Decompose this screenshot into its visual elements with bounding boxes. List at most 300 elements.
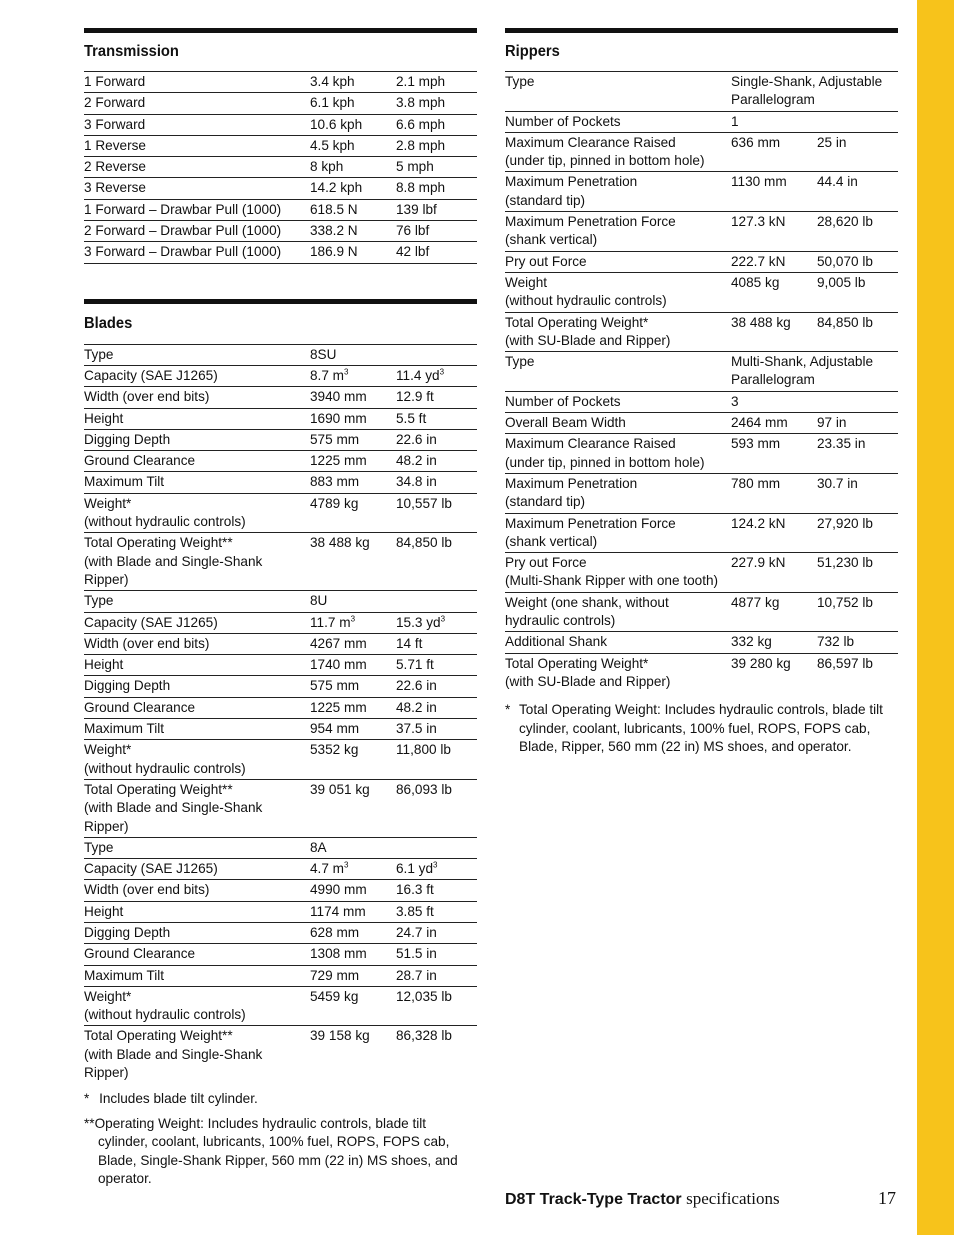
left-column xyxy=(84,28,477,1189)
footnote-text: Total Operating Weight: Includes hydraulic controls, blade tilt cylinder, coolant, lubricants, 100% fuel, ROPS, FOPS cab, Blade, Ripper, 560 mm (22 in) MS shoes, and operator. xyxy=(519,702,883,755)
spec-label-cell xyxy=(505,633,731,651)
spec-row xyxy=(84,430,477,451)
english-value: 22.6 in xyxy=(396,431,437,447)
spec-row xyxy=(84,366,477,387)
metric-value-cell xyxy=(310,924,396,942)
spec-label: Width (over end bits) xyxy=(84,882,210,898)
english-value-cell xyxy=(817,414,898,432)
spec-label-sub: (without hydraulic controls) xyxy=(84,1007,246,1023)
english-value: 30.7 in xyxy=(817,475,858,491)
metric-value-cell xyxy=(310,201,396,219)
spec-row xyxy=(84,944,477,965)
spec-row xyxy=(84,157,477,178)
metric-value-cell xyxy=(310,73,396,91)
metric-value: 1130 mm xyxy=(731,174,787,190)
spec-row xyxy=(84,345,477,366)
spec-label: 2 Forward xyxy=(84,95,146,111)
metric-value-cell xyxy=(310,94,396,112)
spec-label: Ground Clearance xyxy=(84,453,196,469)
metric-value: 8U xyxy=(310,593,328,609)
metric-value-cell xyxy=(731,414,817,432)
page-footer xyxy=(505,1186,898,1212)
english-value: 2.8 mph xyxy=(396,137,446,153)
spec-row xyxy=(84,740,477,780)
english-value: 23.35 in xyxy=(817,436,866,452)
spec-label: 2 Reverse xyxy=(84,159,146,175)
spec-label: Maximum Tilt xyxy=(84,721,165,737)
metric-value-cell xyxy=(731,475,817,512)
spec-value: Multi-Shank, Adjustable xyxy=(731,354,874,370)
spec-label: Type xyxy=(84,839,114,855)
footnote-text: Includes blade tilt cylinder. xyxy=(99,1091,258,1107)
metric-value: 3940 mm xyxy=(310,389,367,405)
metric-value: 14.2 kph xyxy=(310,180,363,196)
spec-label-cell xyxy=(84,860,310,878)
metric-value-cell xyxy=(310,473,396,491)
spec-label: Weight* xyxy=(84,988,132,1004)
metric-value: 10.6 kph xyxy=(310,116,363,132)
spec-row xyxy=(84,655,477,676)
spec-label: Maximum Tilt xyxy=(84,967,165,983)
spec-row xyxy=(84,115,477,136)
footnote-text-continued: cylinder, coolant, lubricants, 100% fuel, ROPS, FOPS cab, Blade, Single-Shank Ripper, 560 mm (22 in) MS shoes, and operator. xyxy=(98,1134,458,1187)
metric-value: 575 mm xyxy=(310,431,360,447)
spec-label-cell xyxy=(84,699,310,717)
english-value-cell xyxy=(396,346,477,364)
metric-value: 4.7 m xyxy=(310,861,344,877)
spec-label-sub: (without hydraulic controls) xyxy=(505,293,667,309)
english-value-cell xyxy=(396,116,477,134)
spec-row xyxy=(84,859,477,880)
spec-label-sub: (without hydraulic controls) xyxy=(84,514,246,530)
spec-row xyxy=(505,212,898,252)
metric-value: 628 mm xyxy=(310,924,360,940)
spec-row xyxy=(84,136,477,157)
spec-row xyxy=(84,634,477,655)
side-accent-bar xyxy=(917,0,954,1235)
metric-value-cell xyxy=(310,677,396,695)
english-value: 84,850 lb xyxy=(396,535,452,551)
metric-value: 338.2 N xyxy=(310,223,358,239)
metric-value: 222.7 kN xyxy=(731,253,786,269)
spec-row xyxy=(84,987,477,1027)
metric-value-cell xyxy=(731,633,817,651)
english-value: 10,752 lb xyxy=(817,594,873,610)
metric-value: 38 488 kg xyxy=(731,314,791,330)
spec-label-cell xyxy=(84,73,310,91)
spec-row xyxy=(84,93,477,114)
spec-row xyxy=(84,242,477,263)
spec-label: Total Operating Weight* xyxy=(505,314,649,330)
metric-value: 4877 kg xyxy=(731,594,780,610)
english-value-cell xyxy=(396,410,477,428)
english-value-cell xyxy=(396,495,477,532)
metric-value: 8.7 m xyxy=(310,367,344,383)
english-value: 11.4 yd xyxy=(396,367,440,383)
metric-value: 8 kph xyxy=(310,159,344,175)
spec-label-cell xyxy=(505,253,731,271)
metric-value-cell xyxy=(310,243,396,261)
spec-row xyxy=(84,880,477,901)
metric-value-cell xyxy=(310,945,396,963)
english-value: 3.85 ft xyxy=(396,903,434,919)
metric-unit-exponent: 3 xyxy=(344,367,349,377)
metric-value: 39 051 kg xyxy=(310,781,370,797)
spec-row xyxy=(505,252,898,273)
metric-value: 38 488 kg xyxy=(310,535,370,551)
footnote-text: Operating Weight: Includes hydraulic controls, blade tilt xyxy=(94,1115,427,1131)
spec-row xyxy=(505,514,898,554)
spec-label: Maximum Clearance Raised xyxy=(505,436,676,452)
spec-label: Type xyxy=(505,74,535,89)
spec-label: Capacity (SAE J1265) xyxy=(84,367,218,383)
metric-value-cell xyxy=(310,431,396,449)
english-value-cell xyxy=(396,903,477,921)
metric-value-cell xyxy=(310,452,396,470)
spec-value-sub: Parallelogram xyxy=(731,372,815,388)
english-value-cell xyxy=(817,655,898,692)
metric-value: 1174 mm xyxy=(310,903,366,919)
spec-label: Type xyxy=(84,346,114,362)
spec-row xyxy=(84,966,477,987)
spec-row xyxy=(505,553,898,593)
english-value-cell xyxy=(396,534,477,589)
spec-row xyxy=(505,273,898,313)
spec-label: Weight* xyxy=(84,742,132,758)
metric-value-cell xyxy=(310,988,396,1025)
english-value: 51,230 lb xyxy=(817,555,873,571)
spec-row xyxy=(84,178,477,199)
spec-label: 3 Reverse xyxy=(84,180,146,196)
metric-value-cell xyxy=(310,967,396,985)
english-unit-exponent: 3 xyxy=(440,614,446,623)
spec-row xyxy=(84,923,477,944)
spec-label: Total Operating Weight** xyxy=(84,535,233,551)
metric-value: 4267 mm xyxy=(310,635,367,651)
metric-value: 1690 mm xyxy=(310,410,367,426)
english-value: 27,920 lb xyxy=(817,515,873,531)
spec-label: Overall Beam Width xyxy=(505,415,626,431)
english-value: 9,005 lb xyxy=(817,274,866,290)
metric-value: 1225 mm xyxy=(310,453,367,469)
spec-row xyxy=(505,654,898,693)
spec-label: 1 Forward – Drawbar Pull (1000) xyxy=(84,201,282,217)
english-value: 86,597 lb xyxy=(817,655,873,671)
spec-label: Ground Clearance xyxy=(84,946,196,962)
rippers-title: Rippers xyxy=(505,43,560,60)
spec-label-cell xyxy=(84,720,310,738)
spec-label: Number of Pockets xyxy=(505,393,621,409)
metric-value-cell xyxy=(310,116,396,134)
spec-label-cell xyxy=(84,781,310,836)
metric-value: 3 xyxy=(731,393,739,409)
metric-value: 4.5 kph xyxy=(310,137,355,153)
metric-value: 124.2 kN xyxy=(731,515,786,531)
metric-value-cell xyxy=(310,1027,396,1082)
metric-value: 5352 kg xyxy=(310,742,359,758)
spec-row xyxy=(84,221,477,242)
spec-value-span xyxy=(731,73,898,110)
spec-row xyxy=(84,719,477,740)
english-value: 11,800 lb xyxy=(396,742,451,758)
spec-label: Weight* xyxy=(84,495,132,511)
english-value-cell xyxy=(396,473,477,491)
english-value-cell xyxy=(396,201,477,219)
metric-value-cell xyxy=(310,614,396,632)
footer-title xyxy=(505,1189,780,1209)
metric-value-cell xyxy=(731,113,817,131)
spec-label: Total Operating Weight* xyxy=(505,655,649,671)
spec-label-cell xyxy=(84,839,310,857)
metric-value-cell xyxy=(310,720,396,738)
spec-label-cell xyxy=(84,1027,310,1082)
metric-unit-exponent: 3 xyxy=(344,860,349,870)
spec-label-cell xyxy=(505,314,731,351)
spec-label: Type xyxy=(505,354,535,370)
spec-row xyxy=(505,313,898,353)
english-value-cell xyxy=(396,881,477,899)
english-value-cell xyxy=(396,781,477,836)
english-value: 76 lbf xyxy=(396,223,430,239)
english-value: 86,328 lb xyxy=(396,1028,452,1044)
footnote-mark: ** xyxy=(84,1115,95,1131)
spec-label: 3 Forward xyxy=(84,116,146,132)
footnote-mark: * xyxy=(84,1091,90,1107)
english-value-cell xyxy=(817,253,898,271)
rippers-note xyxy=(505,701,898,757)
page-number: 17 xyxy=(878,1188,896,1208)
english-value: 37.5 in xyxy=(396,721,437,737)
spec-row xyxy=(505,72,898,112)
metric-value: 780 mm xyxy=(731,475,781,491)
spec-label: Digging Depth xyxy=(84,678,171,694)
english-unit-exponent: 3 xyxy=(433,860,438,870)
blades-note-1 xyxy=(84,1090,477,1109)
english-value: 732 lb xyxy=(817,634,855,650)
metric-value-cell xyxy=(731,655,817,692)
spec-row xyxy=(84,698,477,719)
spec-row xyxy=(84,1026,477,1083)
english-value-cell xyxy=(396,635,477,653)
metric-value: 186.9 N xyxy=(310,244,358,260)
english-value-cell xyxy=(396,179,477,197)
metric-value: 39 158 kg xyxy=(310,1028,370,1044)
metric-value: 1740 mm xyxy=(310,657,367,673)
english-value: 50,070 lb xyxy=(817,253,873,269)
english-value: 6.6 mph xyxy=(396,116,446,132)
spec-label-cell xyxy=(505,435,731,472)
spec-label-cell xyxy=(505,655,731,692)
spec-label-sub: (with Blade and Single-Shank Ripper) xyxy=(84,553,263,587)
metric-value: 3.4 kph xyxy=(310,74,355,89)
spec-label-cell xyxy=(84,741,310,778)
metric-value-cell xyxy=(310,158,396,176)
spec-label-cell xyxy=(505,515,731,552)
spec-label-cell xyxy=(84,243,310,261)
english-value-cell xyxy=(396,222,477,240)
english-unit-exponent: 3 xyxy=(439,367,445,377)
metric-value: 39 280 kg xyxy=(731,655,791,671)
english-value-cell xyxy=(396,967,477,985)
spec-label-cell xyxy=(84,201,310,219)
spec-label-sub: hydraulic controls) xyxy=(505,613,616,629)
spec-label-cell xyxy=(505,414,731,432)
spec-label: Total Operating Weight** xyxy=(84,1028,233,1044)
spec-row xyxy=(84,387,477,408)
english-value: 28,620 lb xyxy=(817,214,873,230)
spec-label-cell xyxy=(84,592,310,610)
english-value: 12.9 ft xyxy=(396,389,434,405)
blades-table xyxy=(84,344,477,1084)
metric-value: 127.3 kN xyxy=(731,214,786,230)
english-value: 44.4 in xyxy=(817,174,858,190)
metric-value: 575 mm xyxy=(310,678,360,694)
spec-label-cell xyxy=(84,903,310,921)
english-value: 5 mph xyxy=(396,159,434,175)
metric-value-cell xyxy=(310,410,396,428)
rippers-table xyxy=(505,71,898,692)
english-value: 10,557 lb xyxy=(396,495,452,511)
spec-label: 1 Forward xyxy=(84,74,146,89)
spec-label-sub: (under tip, pinned in bottom hole) xyxy=(505,454,705,470)
metric-value: 227.9 kN xyxy=(731,555,786,571)
metric-value-cell xyxy=(731,393,817,411)
metric-unit-exponent: 3 xyxy=(350,614,356,623)
metric-value-cell xyxy=(310,495,396,532)
spec-label-cell xyxy=(84,388,310,406)
metric-value: 1308 mm xyxy=(310,946,367,962)
english-value-cell xyxy=(817,134,898,171)
english-value-cell xyxy=(396,1027,477,1082)
english-value-cell xyxy=(396,720,477,738)
metric-value-cell xyxy=(731,213,817,250)
spec-label: Pry out Force xyxy=(505,555,587,571)
english-value-cell xyxy=(817,554,898,591)
spec-label: Digging Depth xyxy=(84,924,171,940)
english-value-cell xyxy=(817,173,898,210)
spec-row xyxy=(84,838,477,859)
spec-label-cell xyxy=(84,431,310,449)
english-value-cell xyxy=(396,656,477,674)
spec-row xyxy=(505,434,898,474)
spec-label-cell xyxy=(505,274,731,311)
english-value-cell xyxy=(817,633,898,651)
english-value-cell xyxy=(396,741,477,778)
spec-label-cell xyxy=(84,967,310,985)
spec-label-cell xyxy=(84,473,310,491)
spec-label-sub: (standard tip) xyxy=(505,494,586,510)
english-value-cell xyxy=(396,839,477,857)
english-value-cell xyxy=(817,435,898,472)
spec-label-sub: (without hydraulic controls) xyxy=(84,760,246,776)
english-value: 34.8 in xyxy=(396,474,437,490)
english-value: 84,850 lb xyxy=(817,314,873,330)
spec-label: Maximum Penetration Force xyxy=(505,515,676,531)
spec-label-cell xyxy=(84,635,310,653)
spec-label: Height xyxy=(84,657,124,673)
english-value-cell xyxy=(396,699,477,717)
spec-label: Width (over end bits) xyxy=(84,389,210,405)
metric-value: 4085 kg xyxy=(731,274,780,290)
metric-value: 618.5 N xyxy=(310,201,358,217)
spec-value-span xyxy=(731,353,898,390)
spec-label: Total Operating Weight** xyxy=(84,781,233,797)
spec-label-cell xyxy=(84,137,310,155)
english-value: 5.71 ft xyxy=(396,657,434,673)
spec-row xyxy=(505,112,898,133)
document-title: D8T Track-Type Tractor xyxy=(505,1191,682,1208)
metric-value-cell xyxy=(310,137,396,155)
metric-value-cell xyxy=(310,860,396,878)
english-value: 16.3 ft xyxy=(396,882,434,898)
metric-value-cell xyxy=(310,367,396,385)
right-column xyxy=(505,28,898,757)
spec-label-cell xyxy=(505,173,731,210)
spec-label-sub: (shank vertical) xyxy=(505,533,598,549)
english-value-cell xyxy=(396,945,477,963)
english-value-cell xyxy=(817,314,898,351)
spec-row xyxy=(84,613,477,634)
english-value: 48.2 in xyxy=(396,699,437,715)
metric-value-cell xyxy=(310,699,396,717)
metric-value-cell xyxy=(310,839,396,857)
spec-label-cell xyxy=(84,116,310,134)
metric-value: 5459 kg xyxy=(310,988,359,1004)
english-value-cell xyxy=(396,860,477,878)
spec-label: Height xyxy=(84,903,124,919)
english-value-cell xyxy=(817,475,898,512)
metric-value-cell xyxy=(731,435,817,472)
spec-row xyxy=(84,200,477,221)
metric-value-cell xyxy=(731,515,817,552)
english-value-cell xyxy=(817,393,898,411)
metric-value-cell xyxy=(731,314,817,351)
spec-label: 2 Forward – Drawbar Pull (1000) xyxy=(84,223,282,239)
metric-value-cell xyxy=(310,534,396,589)
spec-label-cell xyxy=(84,495,310,532)
spec-row xyxy=(84,472,477,493)
english-value-cell xyxy=(396,243,477,261)
english-value-cell xyxy=(396,431,477,449)
spec-label: Maximum Tilt xyxy=(84,474,165,490)
metric-value: 1 xyxy=(731,113,739,129)
spec-label: Weight xyxy=(505,274,548,290)
english-value-cell xyxy=(396,73,477,91)
metric-value: 332 kg xyxy=(731,634,772,650)
spec-label: Capacity (SAE J1265) xyxy=(84,861,218,877)
english-value: 6.1 yd xyxy=(396,861,434,877)
spec-label-cell xyxy=(84,534,310,589)
english-value: 25 in xyxy=(817,134,847,150)
spec-row xyxy=(84,533,477,591)
spec-label-sub: (standard tip) xyxy=(505,192,586,208)
spec-label-cell xyxy=(84,94,310,112)
metric-value: 6.1 kph xyxy=(310,95,355,111)
spec-label-cell xyxy=(84,452,310,470)
metric-value: 8A xyxy=(310,839,327,855)
english-value: 86,093 lb xyxy=(396,781,452,797)
metric-value: 4990 mm xyxy=(310,882,367,898)
spec-label-sub: (under tip, pinned in bottom hole) xyxy=(505,153,705,169)
spec-label-cell xyxy=(84,881,310,899)
spec-label: Pry out Force xyxy=(505,253,587,269)
spec-label-cell xyxy=(505,554,731,591)
spec-label-cell xyxy=(505,213,731,250)
english-value: 14 ft xyxy=(396,635,423,651)
metric-value-cell xyxy=(731,554,817,591)
spec-value-sub: Parallelogram xyxy=(731,92,815,108)
english-value-cell xyxy=(817,113,898,131)
